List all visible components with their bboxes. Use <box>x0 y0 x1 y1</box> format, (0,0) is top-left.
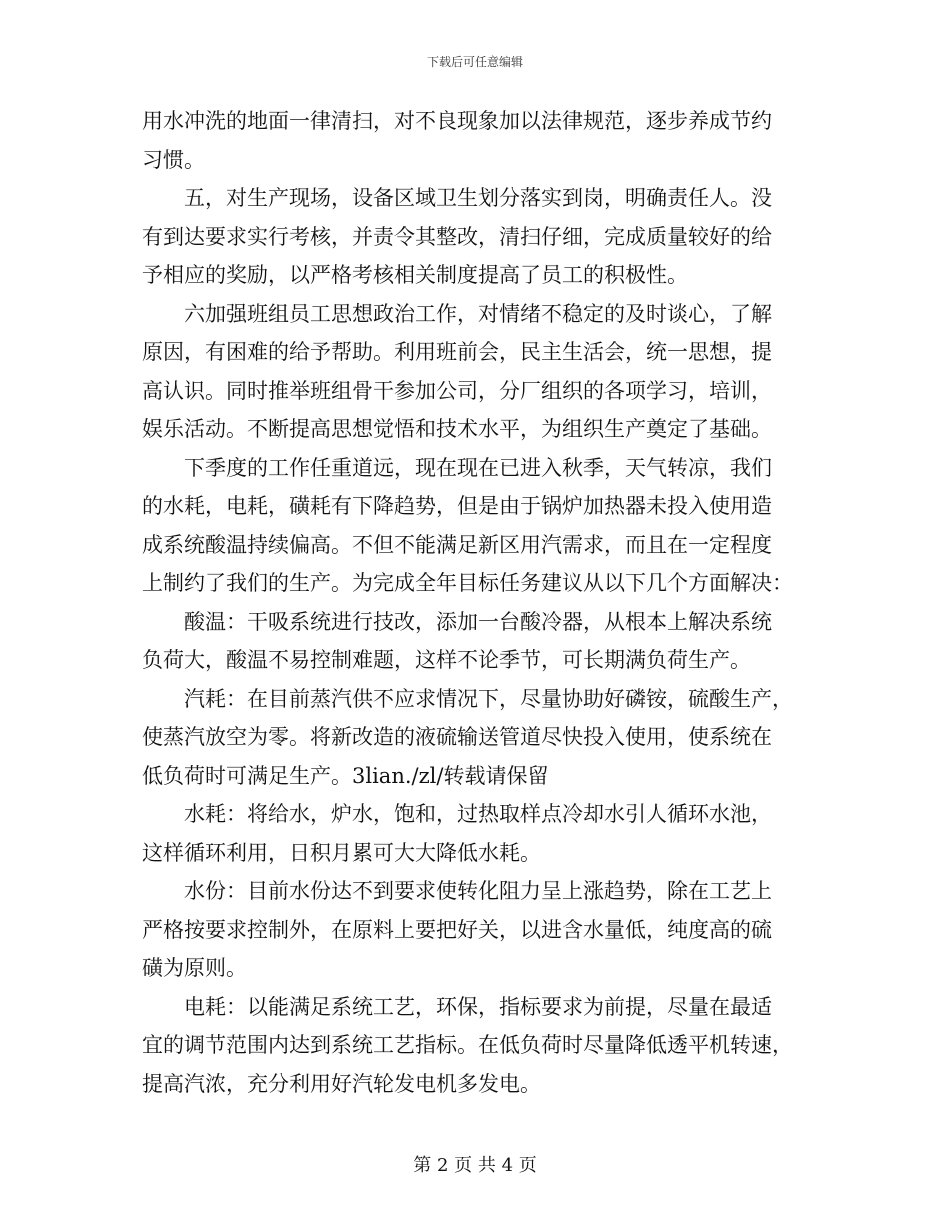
body-text-line: 原因，有困难的给予帮助。利用班前会，民主生活会，统一思想，提 <box>142 340 772 364</box>
body-text-line: 下季度的工作任重道远，现在现在已进入秋季，天气转凉，我们 <box>184 455 772 480</box>
body-text-line: 磺为原则。 <box>142 956 247 980</box>
page-number-footer: 第 2 页 共 4 页 <box>413 1155 537 1176</box>
body-text-line: 负荷大，酸温不易控制难题，这样不论季节，可长期满负荷生产。 <box>142 648 751 672</box>
body-text-line: 酸温：干吸系统进行技改，添加一台酸冷器，从根本上解决系统 <box>184 609 772 634</box>
body-text-line: 严格按要求控制外，在原料上要把好关，以进含水量低，纯度高的硫 <box>142 917 772 942</box>
body-text-line: 使蒸汽放空为零。将新改造的液硫输送管道尽快投入使用，使系统在 <box>142 725 772 749</box>
body-text-line: 提高汽浓，充分利用好汽轮发电机多发电。 <box>142 1071 541 1096</box>
body-text-line: 的水耗，电耗，磺耗有下降趋势，但是由于锅炉加热器未投入使用造 <box>142 494 772 518</box>
body-text-line: 予相应的奖励，以严格考核相关制度提高了员工的积极性。 <box>142 263 688 287</box>
body-text-line: 娱乐活动。不断提高思想觉悟和技术水平，为组织生产奠定了基础。 <box>142 417 772 441</box>
body-text-line: 低负荷时可满足生产。3lian./zl/转载请保留 <box>142 763 549 788</box>
body-text-line: 水耗：将给水，炉水，饱和，过热取样点冷却水引人循环水池， <box>184 802 772 826</box>
document-body <box>142 102 810 1103</box>
body-text-line: 成系统酸温持续偏高。不但不能满足新区用汽需求，而且在一定程度 <box>142 532 772 557</box>
body-text-line: 用水冲洗的地面一律清扫，对不良现象加以法律规范，逐步养成节约 <box>142 109 772 133</box>
body-text-line: 汽耗：在目前蒸汽供不应求情况下，尽量协助好磷铵，硫酸生产， <box>184 686 793 711</box>
body-text-line: 习惯。 <box>142 147 205 172</box>
body-text-line: 上制约了我们的生产。为完成全年目标任务建议从以下几个方面解决： <box>142 571 793 595</box>
body-text-line: 水份：目前水份达不到要求使转化阻力呈上涨趋势，除在工艺上 <box>184 879 772 903</box>
body-text-line: 六加强班组员工思想政治工作，对情绪不稳定的及时谈心，了解 <box>184 301 772 326</box>
page-header-note: 下载后可任意编辑 <box>426 55 523 69</box>
body-text-line: 宜的调节范围内达到系统工艺指标。在低负荷时尽量降低透平机转速， <box>142 1033 793 1057</box>
body-text-line: 电耗：以能满足系统工艺，环保，指标要求为前提，尽量在最适 <box>184 994 772 1019</box>
body-text-line: 五，对生产现场，设备区域卫生划分落实到岗，明确责任人。没 <box>184 186 772 210</box>
body-text-line: 有到达要求实行考核，并责令其整改，清扫仔细，完成质量较好的给 <box>142 224 772 249</box>
body-text-line: 这样循环利用，日积月累可大大降低水耗。 <box>142 840 541 865</box>
body-text-line: 高认识。同时推举班组骨干参加公司，分厂组织的各项学习，培训， <box>142 378 772 403</box>
